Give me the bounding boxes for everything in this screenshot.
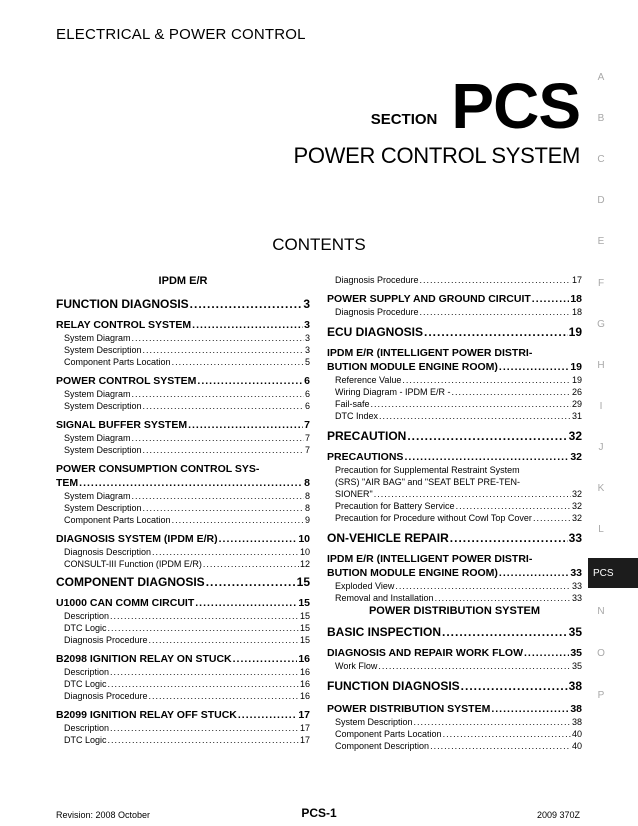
toc-entry[interactable]: PRECAUTION ..... 32 (327, 428, 582, 444)
toc-subentry[interactable]: Diagnosis Procedure ..... 17 (327, 274, 582, 286)
toc-subentry-line[interactable]: Precaution for Supplemental Restraint System (335, 465, 520, 475)
section-code: PCS (451, 70, 580, 142)
toc-subentry[interactable]: System Description ..... 3 (56, 344, 310, 356)
toc-subentry[interactable]: System Diagram ..... 8 (56, 490, 310, 502)
toc-subentry[interactable]: Component Parts Location ..... 40 (327, 728, 582, 740)
toc-entry[interactable]: POWER SUPPLY AND GROUND CIRCUIT ..... 18 (327, 292, 582, 306)
toc-subentry[interactable]: DTC Index ..... 31 (327, 410, 582, 422)
toc-subentry[interactable]: Exploded View ..... 33 (327, 580, 582, 592)
toc-subentry-line[interactable]: (SRS) "AIR BAG" and "SEAT BELT PRE-TEN- (335, 477, 520, 487)
toc-entry[interactable]: U1000 CAN COMM CIRCUIT ..... 15 (56, 596, 310, 610)
section-name: POWER CONTROL SYSTEM (293, 143, 580, 168)
toc-subentry[interactable]: Component Description ..... 40 (327, 740, 582, 752)
section-index-letter[interactable]: L (598, 524, 604, 535)
section-index-letter[interactable]: F (597, 278, 605, 289)
toc-entry[interactable]: BUTION MODULE ENGINE ROOM) ..... 33 (327, 566, 582, 580)
toc-right-column (327, 274, 582, 752)
toc-entry[interactable]: POWER DISTRIBUTION SYSTEM ..... 38 (327, 702, 582, 716)
toc-subentry[interactable]: Description ..... 16 (56, 666, 310, 678)
section-index-letter[interactable]: I (599, 401, 603, 412)
toc-subentry[interactable]: Description ..... 17 (56, 722, 310, 734)
toc-entry[interactable]: COMPONENT DIAGNOSIS ..... 15 (56, 574, 310, 590)
section-index-letter[interactable]: E (597, 236, 605, 247)
toc-subentry[interactable]: Description ..... 15 (56, 610, 310, 622)
toc-subentry[interactable]: Component Parts Location ..... 9 (56, 514, 310, 526)
section-index-tab-active[interactable]: PCS (588, 558, 638, 588)
toc-entry[interactable]: SIGNAL BUFFER SYSTEM ..... 7 (56, 418, 310, 432)
toc-subentry[interactable]: System Diagram ..... 7 (56, 432, 310, 444)
toc-entry[interactable]: TEM ..... 8 (56, 476, 310, 490)
toc-left-column (56, 274, 310, 746)
toc-entry[interactable]: PRECAUTIONS ..... 32 (327, 450, 582, 464)
toc-subentry[interactable]: Diagnosis Procedure ..... 15 (56, 634, 310, 646)
toc-entry[interactable]: ON-VEHICLE REPAIR ..... 33 (327, 530, 582, 546)
manual-header-title: ELECTRICAL & POWER CONTROL (56, 26, 306, 43)
toc-subentry[interactable]: CONSULT-III Function (IPDM E/R) ..... 12 (56, 558, 310, 570)
toc-subentry[interactable]: Fail-safe ..... 29 (327, 398, 582, 410)
section-index-letter[interactable]: C (597, 154, 605, 165)
section-heading (370, 70, 580, 142)
toc-entry[interactable]: FUNCTION DIAGNOSIS ..... 3 (56, 296, 310, 312)
toc-subentry[interactable]: Diagnosis Procedure ..... 16 (56, 690, 310, 702)
section-index-letter[interactable]: B (597, 113, 605, 124)
toc-subentry[interactable]: Precaution for Battery Service ..... 32 (327, 500, 582, 512)
toc-subentry[interactable]: Component Parts Location ..... 5 (56, 356, 310, 368)
toc-entry-line1[interactable]: IPDM E/R (INTELLIGENT POWER DISTRI- (327, 347, 533, 359)
toc-subentry[interactable]: System Description ..... 7 (56, 444, 310, 456)
toc-entry-line1[interactable]: POWER CONSUMPTION CONTROL SYS- (56, 463, 260, 475)
toc-subentry[interactable]: Reference Value ..... 19 (327, 374, 582, 386)
toc-subentry[interactable]: SIONER" ..... 32 (327, 488, 582, 500)
section-index-letter[interactable]: A (597, 72, 605, 83)
toc-group-heading: IPDM E/R (158, 275, 208, 287)
toc-group-heading: POWER DISTRIBUTION SYSTEM (368, 605, 541, 617)
toc-entry[interactable]: B2098 IGNITION RELAY ON STUCK ..... 16 (56, 652, 310, 666)
toc-subentry[interactable]: Diagnosis Procedure ..... 18 (327, 306, 582, 318)
section-index-letter[interactable]: H (597, 360, 605, 371)
toc-subentry[interactable]: System Diagram ..... 6 (56, 388, 310, 400)
toc-entry[interactable]: DIAGNOSIS SYSTEM (IPDM E/R) ..... 10 (56, 532, 310, 546)
toc-subentry[interactable]: Diagnosis Description ..... 10 (56, 546, 310, 558)
toc-subentry[interactable]: DTC Logic ..... 17 (56, 734, 310, 746)
toc-entry[interactable]: DIAGNOSIS AND REPAIR WORK FLOW ..... 35 (327, 646, 582, 660)
toc-entry[interactable]: RELAY CONTROL SYSTEM ..... 3 (56, 318, 310, 332)
toc-entry-line1[interactable]: IPDM E/R (INTELLIGENT POWER DISTRI- (327, 553, 533, 565)
toc-entry[interactable]: B2099 IGNITION RELAY OFF STUCK ..... 17 (56, 708, 310, 722)
footer-page-id: PCS-1 (301, 806, 337, 820)
toc-subentry[interactable]: Wiring Diagram - IPDM E/R - ..... 26 (327, 386, 582, 398)
toc-subentry[interactable]: Precaution for Procedure without Cowl Top Cover ..... 32 (327, 512, 582, 524)
toc-entry[interactable]: ECU DIAGNOSIS ..... 19 (327, 324, 582, 340)
toc-entry[interactable]: BUTION MODULE ENGINE ROOM) ..... 19 (327, 360, 582, 374)
section-index-letter[interactable]: N (597, 606, 605, 617)
contents-title: CONTENTS (272, 235, 366, 254)
toc-subentry[interactable]: DTC Logic ..... 15 (56, 622, 310, 634)
toc-entry[interactable]: BASIC INSPECTION ..... 35 (327, 624, 582, 640)
section-index-letter[interactable]: J (598, 442, 604, 453)
section-index-letter[interactable]: D (597, 195, 605, 206)
toc-subentry[interactable]: System Diagram ..... 3 (56, 332, 310, 344)
footer-model: 2009 370Z (536, 810, 580, 820)
toc-subentry[interactable]: Work Flow ..... 35 (327, 660, 582, 672)
toc-subentry[interactable]: System Description ..... 8 (56, 502, 310, 514)
toc-subentry[interactable]: Removal and Installation ..... 33 (327, 592, 582, 604)
section-index-letter[interactable]: G (597, 319, 605, 330)
footer-revision: Revision: 2008 October (56, 810, 151, 820)
toc-entry[interactable]: POWER CONTROL SYSTEM ..... 6 (56, 374, 310, 388)
toc-subentry[interactable]: System Description ..... 6 (56, 400, 310, 412)
section-index-letter[interactable]: P (597, 690, 605, 701)
section-label: SECTION (370, 111, 438, 128)
section-index-letter[interactable]: K (597, 483, 605, 494)
section-index-letter[interactable]: O (597, 648, 605, 659)
toc-subentry[interactable]: DTC Logic ..... 16 (56, 678, 310, 690)
toc-subentry[interactable]: System Description ..... 38 (327, 716, 582, 728)
toc-entry[interactable]: FUNCTION DIAGNOSIS ..... 38 (327, 678, 582, 694)
